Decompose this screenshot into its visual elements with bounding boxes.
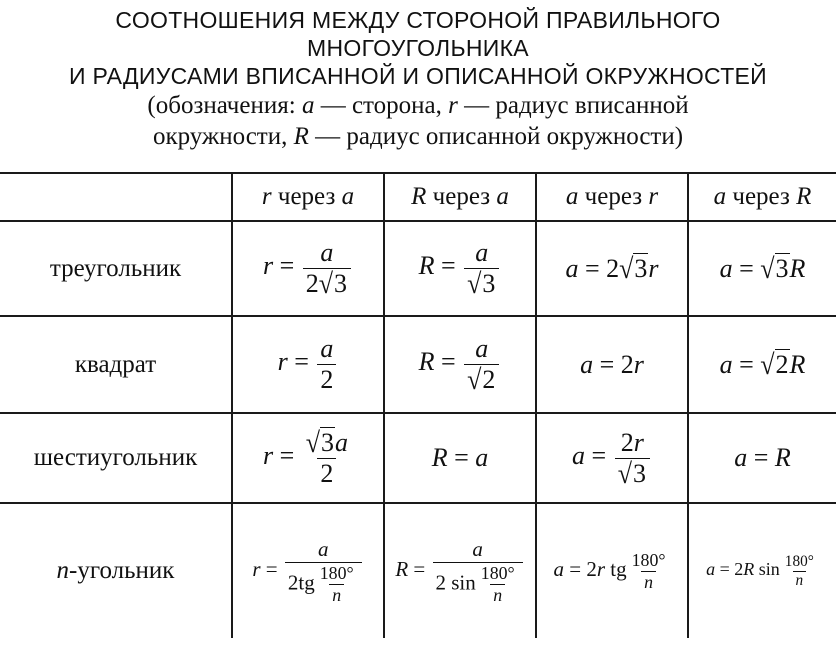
f-frac: [464, 238, 499, 299]
f-lhs: a: [706, 559, 716, 580]
f-num: 180°: [631, 549, 666, 570]
formula-triangle-r: [232, 221, 384, 316]
f-coef: 2: [606, 253, 620, 283]
f-lhs: a: [719, 253, 733, 283]
sqrt-symbol: [760, 254, 789, 283]
f-var: a: [475, 443, 489, 472]
f-subfrac: [478, 563, 518, 606]
f-eq: =: [732, 253, 761, 283]
formula-hexagon-R: [384, 413, 536, 503]
f-coef: 2: [586, 556, 597, 581]
radicand: 3: [775, 253, 789, 283]
radical-sign: √: [305, 426, 321, 458]
radicand: 2: [482, 365, 496, 394]
subtitle-inscribed: — радиус вписанной: [457, 92, 689, 119]
header-row: [0, 173, 836, 221]
formula-square-a-R: [688, 316, 836, 413]
f-coef: 2: [620, 349, 634, 379]
f-coef: 2: [287, 569, 299, 594]
f-lhs: r: [262, 251, 274, 281]
radicand: 3: [482, 269, 496, 298]
f-den: 2: [317, 458, 336, 489]
subtitle-var-R: R: [293, 123, 309, 150]
formula-ngon-r: [232, 503, 384, 638]
f-lhs: r: [262, 440, 274, 470]
sqrt-symbol: [306, 428, 335, 457]
f-num: 180°: [319, 562, 354, 583]
f-eq: =: [434, 347, 463, 377]
formula-square-R: [384, 316, 536, 413]
row-name-rest: -угольник: [69, 557, 175, 584]
f-lhs: a: [580, 349, 594, 379]
f-den: [464, 364, 499, 395]
f-eq: =: [273, 440, 301, 470]
f-var: R: [774, 443, 791, 472]
f-var: r: [633, 427, 644, 457]
header-word: через: [726, 183, 797, 210]
f-num: a: [475, 334, 489, 363]
row-triangle: [0, 221, 836, 316]
f-frac: [464, 334, 499, 395]
header-var: a: [713, 183, 727, 210]
formula-ngon-a-R: [688, 503, 836, 638]
f-var: a: [335, 427, 349, 457]
f-lhs: R: [418, 347, 435, 377]
row-hexagon: [0, 413, 836, 503]
relations-table: [0, 172, 836, 638]
sqrt-symbol: [618, 459, 647, 488]
f-eq: =: [434, 251, 463, 281]
sqrt-symbol: [467, 365, 496, 394]
header-of: a: [341, 183, 355, 210]
f-lhs: a: [572, 440, 586, 470]
radicand: 3: [334, 269, 348, 298]
f-eq: =: [593, 349, 621, 379]
f-subfrac: [317, 563, 357, 606]
f-lhs: a: [565, 253, 579, 283]
f-lhs: a: [734, 443, 748, 472]
header-a-via-r: [536, 173, 688, 221]
subtitle-circle: окружности,: [152, 123, 294, 150]
f-var: R: [789, 253, 806, 283]
header-var: r: [261, 183, 272, 210]
f-func: sin: [451, 569, 476, 594]
f-num: 180°: [784, 552, 814, 570]
f-den: [615, 458, 650, 489]
f-coef: 2: [734, 559, 744, 580]
f-eq: =: [260, 556, 283, 581]
f-lhs: r: [252, 556, 261, 581]
row-square: [0, 316, 836, 413]
f-eq: =: [715, 559, 735, 580]
f-eq: =: [578, 253, 607, 283]
header-word: через: [271, 183, 342, 210]
radicand: 3: [634, 253, 648, 283]
f-eq: =: [447, 443, 476, 472]
f-lhs: R: [418, 251, 435, 281]
f-coef: 2: [435, 569, 446, 594]
formula-square-r: [232, 316, 384, 413]
radicand: 2: [775, 349, 789, 379]
f-eq: =: [287, 347, 316, 377]
radicand: 3: [632, 458, 646, 488]
f-subfrac: [782, 553, 817, 590]
formula-triangle-a-R: [688, 221, 836, 316]
header-r-via-a: [232, 173, 384, 221]
f-lhs: R: [395, 556, 409, 581]
formula-square-a-r: [536, 316, 688, 413]
radical-sign: √: [467, 267, 482, 300]
f-frac: [303, 238, 351, 299]
row-name-hexagon: шестиугольник: [0, 413, 232, 503]
header-R-via-a: [384, 173, 536, 221]
f-eq: =: [273, 251, 301, 281]
formula-hexagon-a-r: [536, 413, 688, 503]
formula-ngon-R: [384, 503, 536, 638]
row-name-triangle: треугольник: [0, 221, 232, 316]
title-line-3: И РАДИУСАМИ ВПИСАННОЙ И ОПИСАННОЙ ОКРУЖНОСТЕЙ: [68, 63, 768, 89]
radical-sign: √: [617, 457, 632, 489]
radical-sign: √: [760, 252, 775, 284]
f-num: a: [320, 238, 334, 267]
formula-triangle-R: [384, 221, 536, 316]
radical-sign: √: [467, 363, 482, 396]
header-word: через: [426, 183, 497, 210]
f-den: [285, 562, 362, 606]
f-frac: [317, 334, 336, 395]
header-of: R: [796, 183, 812, 210]
f-num: a: [472, 536, 483, 561]
row-n-gon: [0, 503, 836, 638]
f-den: [303, 268, 351, 299]
f-frac: [615, 428, 650, 489]
f-frac: [285, 537, 362, 606]
f-den: [464, 268, 499, 299]
formula-ngon-a-r: [536, 503, 688, 638]
subtitle-circumscribed: — радиус описанной окружности): [308, 123, 684, 150]
subtitle-var-r: r: [448, 92, 458, 119]
f-eq: =: [585, 440, 613, 470]
subtitle: [0, 90, 836, 152]
f-var: R: [789, 349, 806, 379]
f-eq: =: [408, 556, 431, 581]
f-num: 180°: [480, 562, 515, 583]
subtitle-line-2: [0, 121, 836, 152]
f-func: sin: [758, 559, 780, 580]
header-word: через: [578, 183, 649, 210]
f-var: r: [648, 253, 659, 283]
radical-sign: √: [318, 267, 334, 300]
f-frac: [303, 428, 351, 489]
subtitle-var-a: a: [301, 92, 315, 119]
f-den: 2: [317, 364, 336, 395]
sqrt-symbol: [467, 269, 496, 298]
f-eq: =: [563, 556, 587, 581]
row-name-square: квадрат: [0, 316, 232, 413]
f-func: tg: [298, 569, 315, 594]
sqrt-symbol: [319, 269, 348, 298]
header-a-via-R: [688, 173, 836, 221]
radical-sign: √: [619, 252, 634, 284]
n-var: n: [56, 557, 70, 584]
f-subfrac: [629, 550, 669, 593]
f-den: n: [641, 571, 656, 593]
f-num: a: [475, 238, 489, 267]
f-eq: =: [747, 443, 775, 472]
f-den: [433, 562, 523, 606]
radicand: 3: [321, 427, 335, 457]
f-num: a: [318, 536, 329, 561]
f-num: [618, 428, 647, 458]
sqrt-symbol: [760, 350, 789, 379]
header-var: a: [565, 183, 579, 210]
row-name-n-gon: [0, 503, 232, 638]
subtitle-side: — сторона,: [314, 92, 449, 119]
header-empty: [0, 173, 232, 221]
f-eq: =: [732, 349, 761, 379]
header-of: a: [496, 183, 509, 210]
sqrt-symbol: [619, 254, 648, 283]
f-var: r: [596, 556, 606, 581]
title-line-2: МНОГОУГОЛЬНИКА: [307, 35, 529, 61]
header-var: R: [411, 183, 427, 210]
f-den: n: [793, 571, 807, 590]
formula-hexagon-r: [232, 413, 384, 503]
title: [0, 6, 836, 90]
f-var: r: [633, 349, 644, 379]
f-frac: [433, 537, 523, 606]
f-lhs: R: [431, 443, 448, 472]
f-coef: 2: [620, 427, 634, 457]
f-lhs: a: [553, 556, 564, 581]
subtitle-open: (обозначения:: [147, 92, 302, 119]
formula-triangle-a-r: [536, 221, 688, 316]
header-of: r: [648, 183, 659, 210]
f-den: n: [329, 584, 344, 606]
f-coef: 2: [305, 269, 319, 298]
f-num: [303, 428, 351, 458]
title-line-1: СООТНОШЕНИЯ МЕЖДУ СТОРОНОЙ ПРАВИЛЬНОГО: [115, 7, 721, 33]
f-lhs: r: [277, 347, 288, 377]
f-lhs: a: [719, 349, 733, 379]
formula-hexagon-a-R: [688, 413, 836, 503]
radical-sign: √: [760, 348, 775, 380]
f-den: n: [490, 584, 505, 606]
f-func: tg: [610, 556, 627, 581]
f-var: R: [743, 559, 755, 580]
f-num: a: [320, 334, 334, 363]
subtitle-line-1: [0, 90, 836, 121]
